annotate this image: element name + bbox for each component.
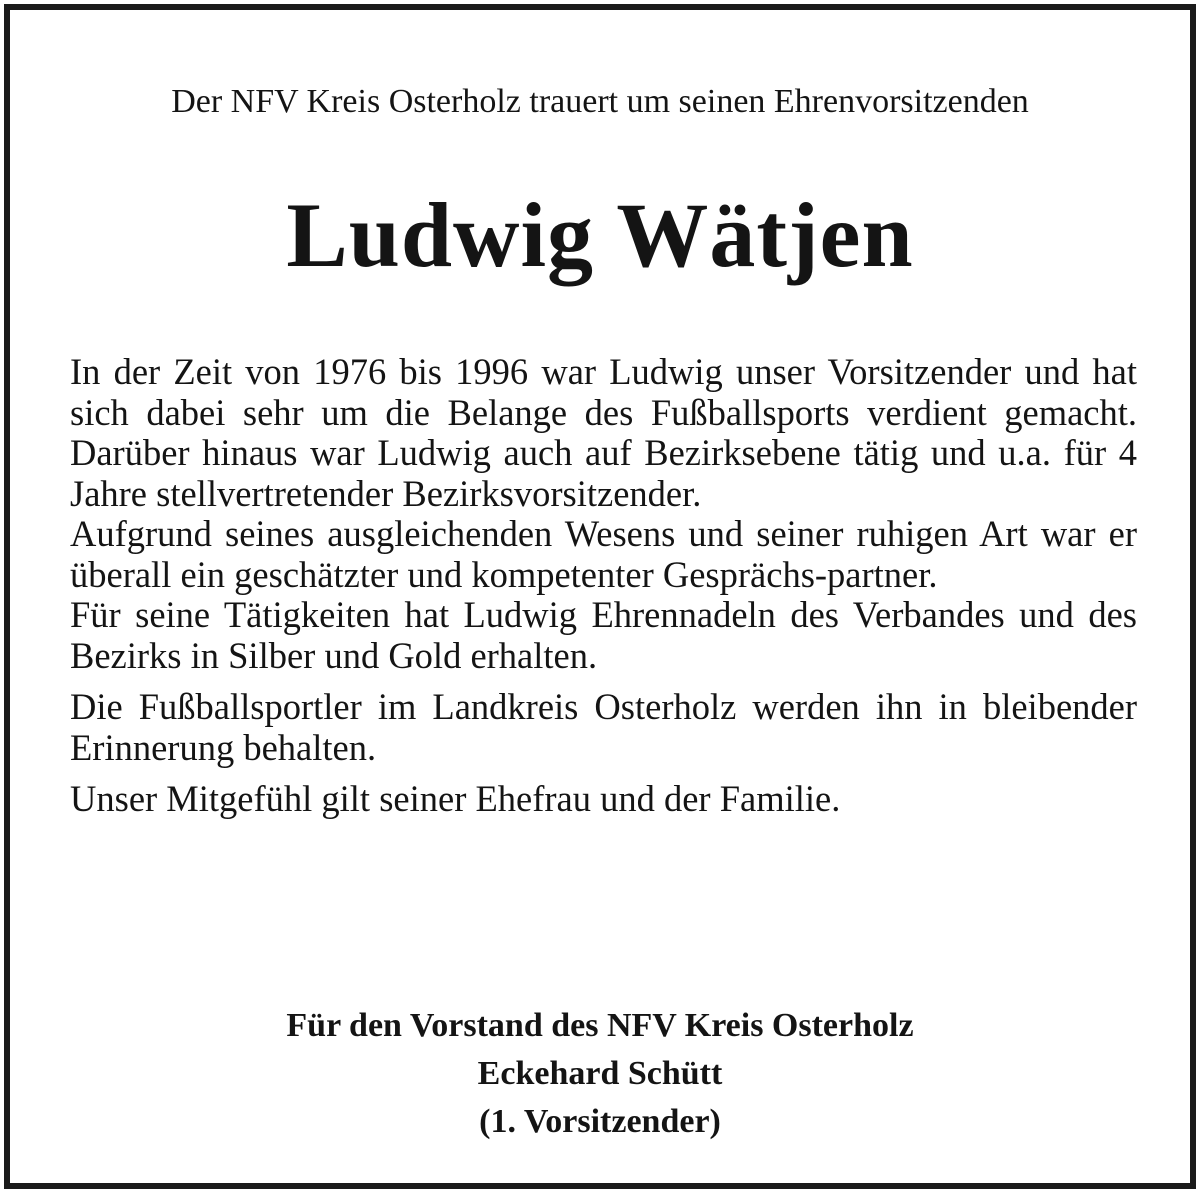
signature-signer-title: (1. Vorsitzender) <box>479 1103 721 1140</box>
signature-board-line: Für den Vorstand des NFV Kreis Osterholz <box>286 1007 914 1044</box>
signature-block <box>10 1002 1190 1146</box>
intro-line: Der NFV Kreis Osterholz trauert um seinen Ehrenvorsitzenden <box>171 83 1029 120</box>
paragraph-honors: Für seine Tätigkeiten hat Ludwig Ehrennadeln des Verbandes und des Bezirks in Silber und Gold erhalten. <box>70 594 1137 676</box>
paragraph-remembrance: Die Fußballsportler im Landkreis Osterholz werden ihn in bleibender Erinnerung behalten. <box>70 686 1137 768</box>
notice-body <box>70 352 1137 820</box>
obituary-notice <box>4 4 1196 1189</box>
paragraph-character: Aufgrund seines ausgleichenden Wesens und seiner ruhigen Art war er überall ein geschätzter und kompetenter Gesprächs-partner. <box>70 513 1137 595</box>
signature-signer-name: Eckehard Schütt <box>477 1055 723 1092</box>
deceased-name: Ludwig Wätjen <box>286 184 914 286</box>
paragraph-tenure: In der Zeit von 1976 bis 1996 war Ludwig unser Vorsitzender und hat sich dabei sehr um die Belange des Fußballsports verdient gemacht. Darüber hinaus war Ludwig auch auf Bezirksebene tätig und u.a. für 4 Jahre stellvertretender Bezirksvorsitzender. <box>70 351 1137 514</box>
paragraph-condolences: Unser Mitgefühl gilt seiner Ehefrau und der Familie. <box>70 778 841 819</box>
